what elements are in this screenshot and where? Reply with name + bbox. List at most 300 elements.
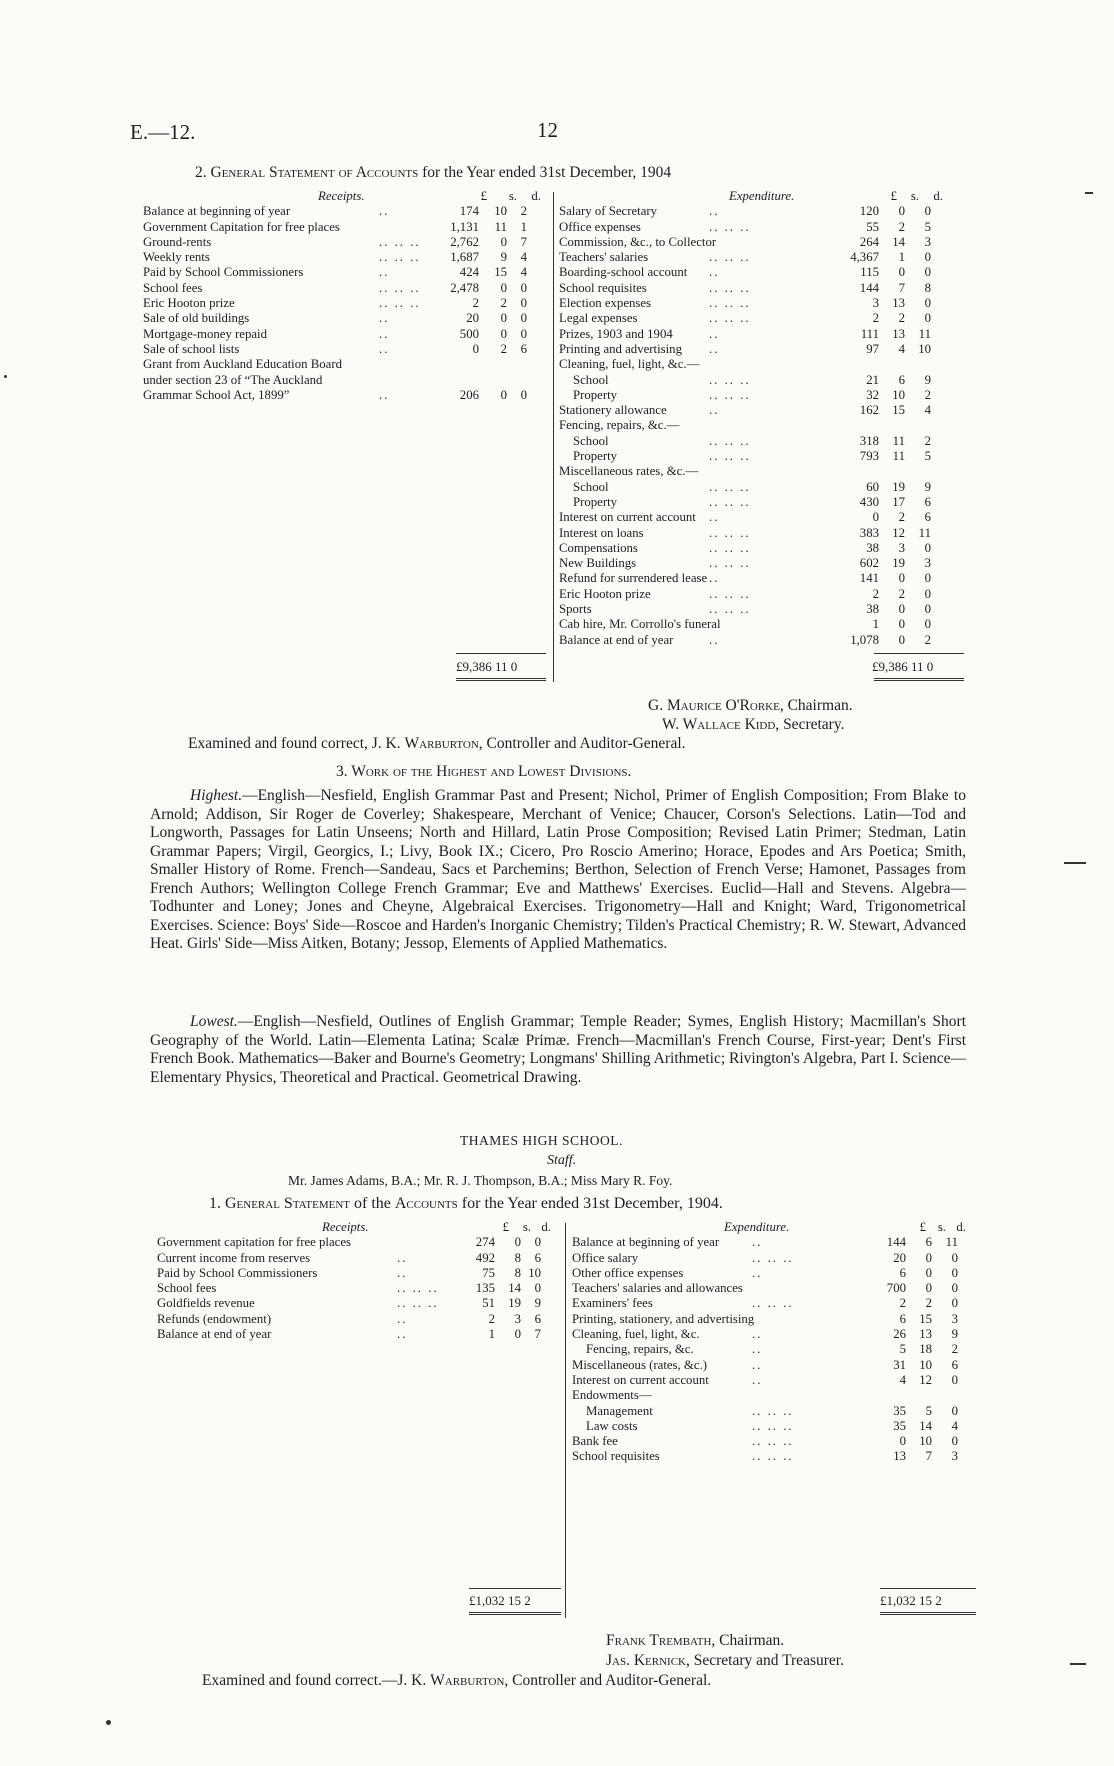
table-row xyxy=(572,1419,982,1434)
amount-pounds: 144 xyxy=(886,1235,906,1250)
amount-pence: 2 xyxy=(951,1342,958,1357)
amount-shillings: 5 xyxy=(925,1403,932,1418)
row-label: Balance at beginning of year xyxy=(143,204,291,219)
leader-dots: .. .. .. xyxy=(752,1434,794,1449)
amount-shillings: 11 xyxy=(892,433,905,448)
amount-pounds: 0 xyxy=(872,510,879,525)
amount-shillings: 6 xyxy=(898,372,905,387)
amount-pence: 9 xyxy=(924,479,931,494)
amount-pence: 4 xyxy=(924,403,931,418)
amount-shillings: 2 xyxy=(898,311,905,326)
leader-dots: .. xyxy=(752,1265,763,1280)
amount-pence: 11 xyxy=(918,326,931,341)
amount-pence: 3 xyxy=(924,556,931,571)
receipts-heading: Receipts. xyxy=(322,1220,369,1234)
total-rule xyxy=(880,1588,976,1589)
amount-pence: 0 xyxy=(951,1281,958,1296)
amount-shillings: 0 xyxy=(925,1250,932,1265)
table-row xyxy=(143,204,553,219)
row-label: School fees xyxy=(157,1281,217,1296)
unit-pence: d. xyxy=(531,189,541,203)
amount-shillings: 8 xyxy=(514,1265,521,1280)
table-row xyxy=(559,602,969,617)
amount-pence: 0 xyxy=(924,296,931,311)
amount-pounds: 1 xyxy=(872,617,879,632)
leader-dots: .. .. .. xyxy=(709,479,751,494)
row-label: Goldfields revenue xyxy=(157,1296,255,1311)
amount-pence: 11 xyxy=(918,525,931,540)
leader-dots: .. xyxy=(379,387,390,402)
amount-pence: 2 xyxy=(924,387,931,402)
signature-chairman: Frank Trembath, Chairman. xyxy=(606,1632,785,1649)
table-row xyxy=(559,327,969,342)
amount-pounds: 383 xyxy=(859,525,879,540)
staff-list: Mr. James Adams, B.A.; Mr. R. J. Thompson, B.A.; Miss Mary R. Foy. xyxy=(288,1173,673,1188)
thames-expenditure xyxy=(572,1220,982,1465)
leader-dots: .. .. .. xyxy=(752,1449,794,1464)
leader-dots: .. xyxy=(709,265,720,280)
table-row xyxy=(559,510,969,525)
statement2-expenditure xyxy=(559,189,969,648)
statement2-total-expenditure: £9,386 11 0 xyxy=(872,659,934,674)
table-row xyxy=(559,571,969,586)
row-label: Refunds (endowment) xyxy=(157,1311,272,1326)
row-label: Examiners' fees xyxy=(572,1296,653,1311)
table-row xyxy=(572,1281,982,1296)
table-row xyxy=(572,1388,982,1403)
row-label: Mortgage-money repaid xyxy=(143,326,268,341)
amount-pence: 0 xyxy=(534,1281,541,1296)
amount-pounds: 75 xyxy=(482,1265,495,1280)
unit-shillings: s. xyxy=(937,1220,946,1234)
table-row xyxy=(143,296,553,311)
table-row xyxy=(559,281,969,296)
row-label: Office salary xyxy=(572,1250,639,1265)
examined-note: Examined and found correct, J. K. Warburton, Controller and Auditor-General. xyxy=(188,735,686,752)
table-row xyxy=(559,311,969,326)
leader-dots: .. .. .. xyxy=(709,280,751,295)
amount-pence: 3 xyxy=(924,234,931,249)
row-label: Paid by School Commissioners xyxy=(143,265,304,280)
table-row xyxy=(559,265,969,280)
row-label: Election expenses xyxy=(559,296,652,311)
amount-pence: 4 xyxy=(951,1418,958,1433)
amount-shillings: 7 xyxy=(898,280,905,295)
leader-dots: .. xyxy=(709,403,720,418)
row-label: School xyxy=(573,372,609,387)
amount-shillings: 13 xyxy=(919,1327,932,1342)
amount-pence: 0 xyxy=(951,1296,958,1311)
leader-dots: .. .. .. xyxy=(709,296,751,311)
row-label: Government Capitation for free places xyxy=(143,219,340,234)
amount-pounds: 20 xyxy=(893,1250,906,1265)
amount-pence: 11 xyxy=(945,1235,958,1250)
leader-dots: .. xyxy=(709,632,720,647)
row-label: Compensations xyxy=(559,540,638,555)
table-row xyxy=(559,403,969,418)
leader-dots: .. .. .. xyxy=(709,494,751,509)
amount-pounds: 1,131 xyxy=(450,219,479,234)
row-label: New Buildings xyxy=(559,556,637,571)
amount-pence: 6 xyxy=(520,341,527,356)
row-label: Sports xyxy=(559,602,592,617)
amount-pence: 0 xyxy=(924,586,931,601)
leader-dots: .. xyxy=(397,1265,408,1280)
margin-mark xyxy=(4,375,7,378)
leader-dots: .. .. .. xyxy=(709,525,751,540)
leader-dots: .. .. .. xyxy=(379,250,421,265)
amount-shillings: 9 xyxy=(500,250,507,265)
amount-pence: 2 xyxy=(924,433,931,448)
amount-pounds: 602 xyxy=(859,556,879,571)
table-row xyxy=(559,541,969,556)
amount-shillings: 11 xyxy=(494,219,507,234)
amount-pence: 3 xyxy=(951,1449,958,1464)
table-row xyxy=(559,250,969,265)
amount-shillings: 0 xyxy=(500,311,507,326)
amount-shillings: 2 xyxy=(898,219,905,234)
leader-dots: .. .. .. xyxy=(709,387,751,402)
table-row xyxy=(157,1296,567,1311)
staff-heading: Staff. xyxy=(547,1153,577,1168)
amount-pounds: 4,367 xyxy=(850,250,879,265)
table-row xyxy=(572,1235,982,1250)
amount-pence: 0 xyxy=(951,1434,958,1449)
amount-pounds: 144 xyxy=(859,280,879,295)
row-label: Miscellaneous rates, &c.— xyxy=(559,464,699,479)
table-row xyxy=(143,327,553,342)
row-label: Fencing, repairs, &c. xyxy=(586,1342,694,1357)
row-label: Commission, &c., to Collector xyxy=(559,234,717,249)
amount-pence: 0 xyxy=(520,326,527,341)
margin-mark xyxy=(1070,1663,1086,1665)
amount-pounds: 4 xyxy=(899,1372,906,1387)
leader-dots: .. .. .. xyxy=(752,1418,794,1433)
statement2-receipts xyxy=(143,189,553,403)
amount-pence: 10 xyxy=(918,341,931,356)
amount-pounds: 51 xyxy=(482,1296,495,1311)
leader-dots: .. xyxy=(709,571,720,586)
leader-dots: .. .. .. xyxy=(397,1296,439,1311)
amount-pounds: 2 xyxy=(872,311,879,326)
table-row xyxy=(559,357,969,372)
amount-shillings: 2 xyxy=(500,341,507,356)
amount-shillings: 1 xyxy=(898,250,905,265)
row-label: School requisites xyxy=(559,280,647,295)
amount-pence: 0 xyxy=(951,1250,958,1265)
leader-dots: .. .. .. xyxy=(379,296,421,311)
leader-dots: .. .. .. xyxy=(709,556,751,571)
amount-pence: 0 xyxy=(924,540,931,555)
amount-pounds: 2 xyxy=(872,586,879,601)
table-row xyxy=(559,434,969,449)
amount-shillings: 14 xyxy=(508,1281,521,1296)
row-label: Eric Hooton prize xyxy=(143,296,235,311)
leader-dots: .. .. .. xyxy=(379,234,421,249)
leader-dots: .. xyxy=(379,341,390,356)
row-label: Endowments— xyxy=(572,1388,652,1403)
amount-shillings: 15 xyxy=(494,265,507,280)
amount-pence: 9 xyxy=(924,372,931,387)
unit-pence: d. xyxy=(541,1220,551,1234)
amount-pence: 0 xyxy=(924,617,931,632)
leader-dots: .. .. .. xyxy=(752,1250,794,1265)
leader-dots: .. xyxy=(709,510,720,525)
row-label: School xyxy=(573,479,609,494)
amount-pence: 0 xyxy=(924,204,931,219)
amount-shillings: 14 xyxy=(892,234,905,249)
amount-pence: 0 xyxy=(951,1403,958,1418)
table-row xyxy=(559,464,969,479)
amount-pence: 7 xyxy=(534,1327,541,1342)
amount-shillings: 4 xyxy=(898,341,905,356)
amount-pounds: 141 xyxy=(859,571,879,586)
amount-pounds: 32 xyxy=(866,387,879,402)
amount-pounds: 1,687 xyxy=(450,250,479,265)
school-title: THAMES HIGH SCHOOL. xyxy=(460,1133,623,1148)
row-label: Teachers' salaries and allowances xyxy=(572,1281,743,1296)
amount-shillings: 6 xyxy=(925,1235,932,1250)
table-row xyxy=(143,357,553,372)
row-label: Refund for surrendered lease xyxy=(559,571,708,586)
table-row xyxy=(559,617,969,632)
highest-division-text: Highest.—English—Nesfield, English Grammar Past and Present; Nichol, Primer of English Composition; From Blake to Arnold; Addison, Sir Roger de Coverley; Shakespeare, Merchant of Venice; Chaucer, Corson's Selections. Latin—Tod and Longworth, Passages for Latin Unseens; North and Hillard, Latin Prose Composition; Revised Latin Primer; Stedman, Latin Grammar Papers; Virgil, Georgics, I.; Livy, Book IX.; Cicero, Pro Roscio Amerino; Horace, Epodes and Ars Poetica; Smith, Smaller History of Rome. French—Sandeau, Sacs et Parchemins; Berthon, Selection of French Verse; Hamonet, Passages from French Authors; Wellington College French Grammar; Eve and Matthews' Exercises. Euclid—Hall and Stevens. Algebra—Todhunter and Loney; Jones and Cheyne, Algebraical Exercises. Trigonometry—Hall and Knight; Ward, Trigonometrical Exercises. Science: Boys' Side—Roscoe and Harden's Inorganic Chemistry; Tilden's Practical Chemistry; R. W. Stewart, Advanced Heat. Girls' Side—Miss Aitken, Botany; Jessop, Elements of Applied Mathematics. xyxy=(150,787,966,952)
row-label: Government capitation for free places xyxy=(157,1235,351,1250)
amount-pence: 0 xyxy=(924,311,931,326)
table-row xyxy=(572,1373,982,1388)
statement2-title: 2. General Statement of Accounts for the Year ended 31st December, 1904 xyxy=(195,164,672,181)
row-label: Fencing, repairs, &c.— xyxy=(559,418,680,433)
leader-dots: .. xyxy=(379,204,390,219)
leader-dots: .. .. .. xyxy=(397,1281,439,1296)
amount-pence: 0 xyxy=(520,280,527,295)
margin-mark xyxy=(106,1720,111,1725)
amount-pounds: 111 xyxy=(860,326,879,341)
amount-pounds: 162 xyxy=(859,403,879,418)
thames-total-receipts: £1,032 15 2 xyxy=(469,1593,531,1608)
leader-dots: .. xyxy=(752,1327,763,1342)
unit-pounds: £ xyxy=(919,1220,926,1234)
row-label: Paid by School Commissioners xyxy=(157,1265,318,1280)
amount-pounds: 700 xyxy=(886,1281,906,1296)
amount-pounds: 120 xyxy=(859,204,879,219)
table-row xyxy=(559,449,969,464)
leader-dots: .. xyxy=(379,265,390,280)
margin-mark xyxy=(1064,862,1086,864)
amount-shillings: 15 xyxy=(892,403,905,418)
amount-pounds: 35 xyxy=(893,1418,906,1433)
column-divider xyxy=(565,1223,566,1618)
row-label: Grant from Auckland Education Board xyxy=(143,357,343,372)
amount-shillings: 0 xyxy=(898,204,905,219)
amount-shillings: 0 xyxy=(898,571,905,586)
row-label: Salary of Secretary xyxy=(559,204,658,219)
amount-shillings: 2 xyxy=(500,296,507,311)
row-label: Interest on current account xyxy=(559,510,696,525)
amount-shillings: 0 xyxy=(514,1327,521,1342)
table-row xyxy=(559,388,969,403)
page-number: 12 xyxy=(537,118,558,142)
amount-shillings: 0 xyxy=(500,326,507,341)
amount-pounds: 60 xyxy=(866,479,879,494)
unit-shillings: s. xyxy=(910,189,919,203)
amount-pounds: 31 xyxy=(893,1357,906,1372)
table-row xyxy=(572,1434,982,1449)
table-row xyxy=(572,1312,982,1327)
row-label: Ground-rents xyxy=(143,234,212,249)
leader-dots: .. xyxy=(709,341,720,356)
row-label: Sale of old buildings xyxy=(143,311,250,326)
double-rule xyxy=(456,678,546,681)
amount-pence: 6 xyxy=(924,510,931,525)
row-label: Balance at end of year xyxy=(559,632,674,647)
leader-dots: .. xyxy=(709,204,720,219)
row-label: Property xyxy=(573,494,618,509)
signature-chairman: G. Maurice O'Rorke, Chairman. xyxy=(648,697,853,714)
table-row xyxy=(157,1327,567,1342)
total-rule xyxy=(456,653,546,654)
section3-title: 3. Work of the Highest and Lowest Divisions. xyxy=(336,763,632,780)
amount-pounds: 2 xyxy=(488,1311,495,1326)
row-label: School xyxy=(573,433,609,448)
unit-pence: d. xyxy=(956,1220,966,1234)
row-label: Bank fee xyxy=(572,1434,618,1449)
amount-pounds: 2,762 xyxy=(450,234,479,249)
amount-pounds: 318 xyxy=(859,433,879,448)
unit-pounds: £ xyxy=(480,189,487,203)
amount-shillings: 12 xyxy=(892,525,905,540)
amount-shillings: 19 xyxy=(892,479,905,494)
amount-pounds: 20 xyxy=(466,311,479,326)
amount-pence: 9 xyxy=(534,1296,541,1311)
row-label: School requisites xyxy=(572,1449,660,1464)
table-row xyxy=(572,1404,982,1419)
row-label: Balance at end of year xyxy=(157,1327,272,1342)
row-label: Cleaning, fuel, light, &c. xyxy=(572,1327,700,1342)
table-row xyxy=(559,204,969,219)
column-divider xyxy=(553,192,554,682)
leader-dots: .. .. .. xyxy=(709,602,751,617)
amount-pence: 6 xyxy=(924,494,931,509)
signature-secretary: W. Wallace Kidd, Secretary. xyxy=(662,716,845,733)
amount-pence: 3 xyxy=(951,1311,958,1326)
amount-pounds: 2 xyxy=(899,1296,906,1311)
receipts-heading: Receipts. xyxy=(318,189,365,203)
amount-pounds: 115 xyxy=(860,265,879,280)
row-label: Property xyxy=(573,449,618,464)
amount-shillings: 3 xyxy=(898,540,905,555)
row-label: Printing, stationery, and advertising xyxy=(572,1311,755,1326)
amount-pounds: 6 xyxy=(899,1265,906,1280)
table-row xyxy=(572,1342,982,1357)
row-label: Cleaning, fuel, light, &c.— xyxy=(559,357,700,372)
amount-shillings: 0 xyxy=(898,632,905,647)
leader-dots: .. xyxy=(752,1342,763,1357)
leader-dots: .. .. .. xyxy=(709,433,751,448)
leader-dots: .. .. .. xyxy=(709,449,751,464)
row-label: Grammar School Act, 1899” xyxy=(143,387,290,402)
table-row xyxy=(157,1312,567,1327)
unit-shillings: s. xyxy=(508,189,517,203)
amount-shillings: 19 xyxy=(508,1296,521,1311)
amount-pence: 0 xyxy=(951,1372,958,1387)
row-label: Stationery allowance xyxy=(559,403,667,418)
thames-total-expenditure: £1,032 15 2 xyxy=(880,1593,942,1608)
amount-pence: 9 xyxy=(951,1327,958,1342)
statement2-total-receipts: £9,386 11 0 xyxy=(456,659,518,674)
amount-shillings: 0 xyxy=(500,387,507,402)
row-label: Cab hire, Mr. Corrollo's funeral xyxy=(559,617,721,632)
amount-pounds: 3 xyxy=(872,296,879,311)
unit-pounds: £ xyxy=(890,189,897,203)
table-row xyxy=(572,1327,982,1342)
row-label: Management xyxy=(586,1403,653,1418)
row-label: Interest on loans xyxy=(559,525,644,540)
amount-pence: 1 xyxy=(520,219,527,234)
amount-pounds: 13 xyxy=(893,1449,906,1464)
amount-shillings: 7 xyxy=(925,1449,932,1464)
amount-pence: 0 xyxy=(924,265,931,280)
expenditure-heading: Expenditure. xyxy=(724,1220,790,1234)
row-label: Weekly rents xyxy=(143,250,210,265)
thames-statement-title: 1. General Statement of the Accounts for the Year ended 31st December, 1904. xyxy=(209,1195,723,1212)
amount-pence: 8 xyxy=(924,280,931,295)
double-rule xyxy=(874,678,964,681)
leader-dots: .. .. .. xyxy=(752,1403,794,1418)
amount-pence: 0 xyxy=(520,387,527,402)
amount-pounds: 38 xyxy=(866,540,879,555)
margin-mark xyxy=(1085,192,1093,194)
row-label: Miscellaneous (rates, &c.) xyxy=(572,1357,708,1372)
amount-pounds: 135 xyxy=(475,1281,495,1296)
table-row xyxy=(143,311,553,326)
leader-dots: .. .. .. xyxy=(709,219,751,234)
table-row xyxy=(572,1358,982,1373)
table-row xyxy=(572,1266,982,1281)
amount-shillings: 14 xyxy=(919,1418,932,1433)
signature-secretary: Jas. Kernick, Secretary and Treasurer. xyxy=(606,1652,844,1669)
unit-shillings: s. xyxy=(522,1220,531,1234)
amount-pence: 0 xyxy=(924,250,931,265)
unit-pounds: £ xyxy=(502,1220,509,1234)
amount-pence: 6 xyxy=(951,1357,958,1372)
table-row xyxy=(143,265,553,280)
row-label: School fees xyxy=(143,280,203,295)
amount-pounds: 55 xyxy=(866,219,879,234)
amount-shillings: 15 xyxy=(919,1311,932,1326)
amount-pence: 0 xyxy=(520,311,527,326)
amount-shillings: 10 xyxy=(919,1357,932,1372)
amount-pence: 6 xyxy=(534,1250,541,1265)
table-row xyxy=(143,235,553,250)
amount-shillings: 10 xyxy=(892,387,905,402)
amount-shillings: 0 xyxy=(925,1281,932,1296)
leader-dots: .. xyxy=(379,326,390,341)
table-row xyxy=(559,556,969,571)
amount-pence: 2 xyxy=(924,632,931,647)
amount-shillings: 13 xyxy=(892,326,905,341)
amount-pounds: 264 xyxy=(859,234,879,249)
leader-dots: .. xyxy=(752,1235,763,1250)
amount-shillings: 0 xyxy=(898,617,905,632)
amount-pounds: 0 xyxy=(899,1434,906,1449)
table-row xyxy=(143,220,553,235)
amount-pence: 0 xyxy=(520,296,527,311)
amount-pounds: 1,078 xyxy=(850,632,879,647)
table-row xyxy=(559,495,969,510)
table-row xyxy=(157,1281,567,1296)
table-row xyxy=(143,342,553,357)
